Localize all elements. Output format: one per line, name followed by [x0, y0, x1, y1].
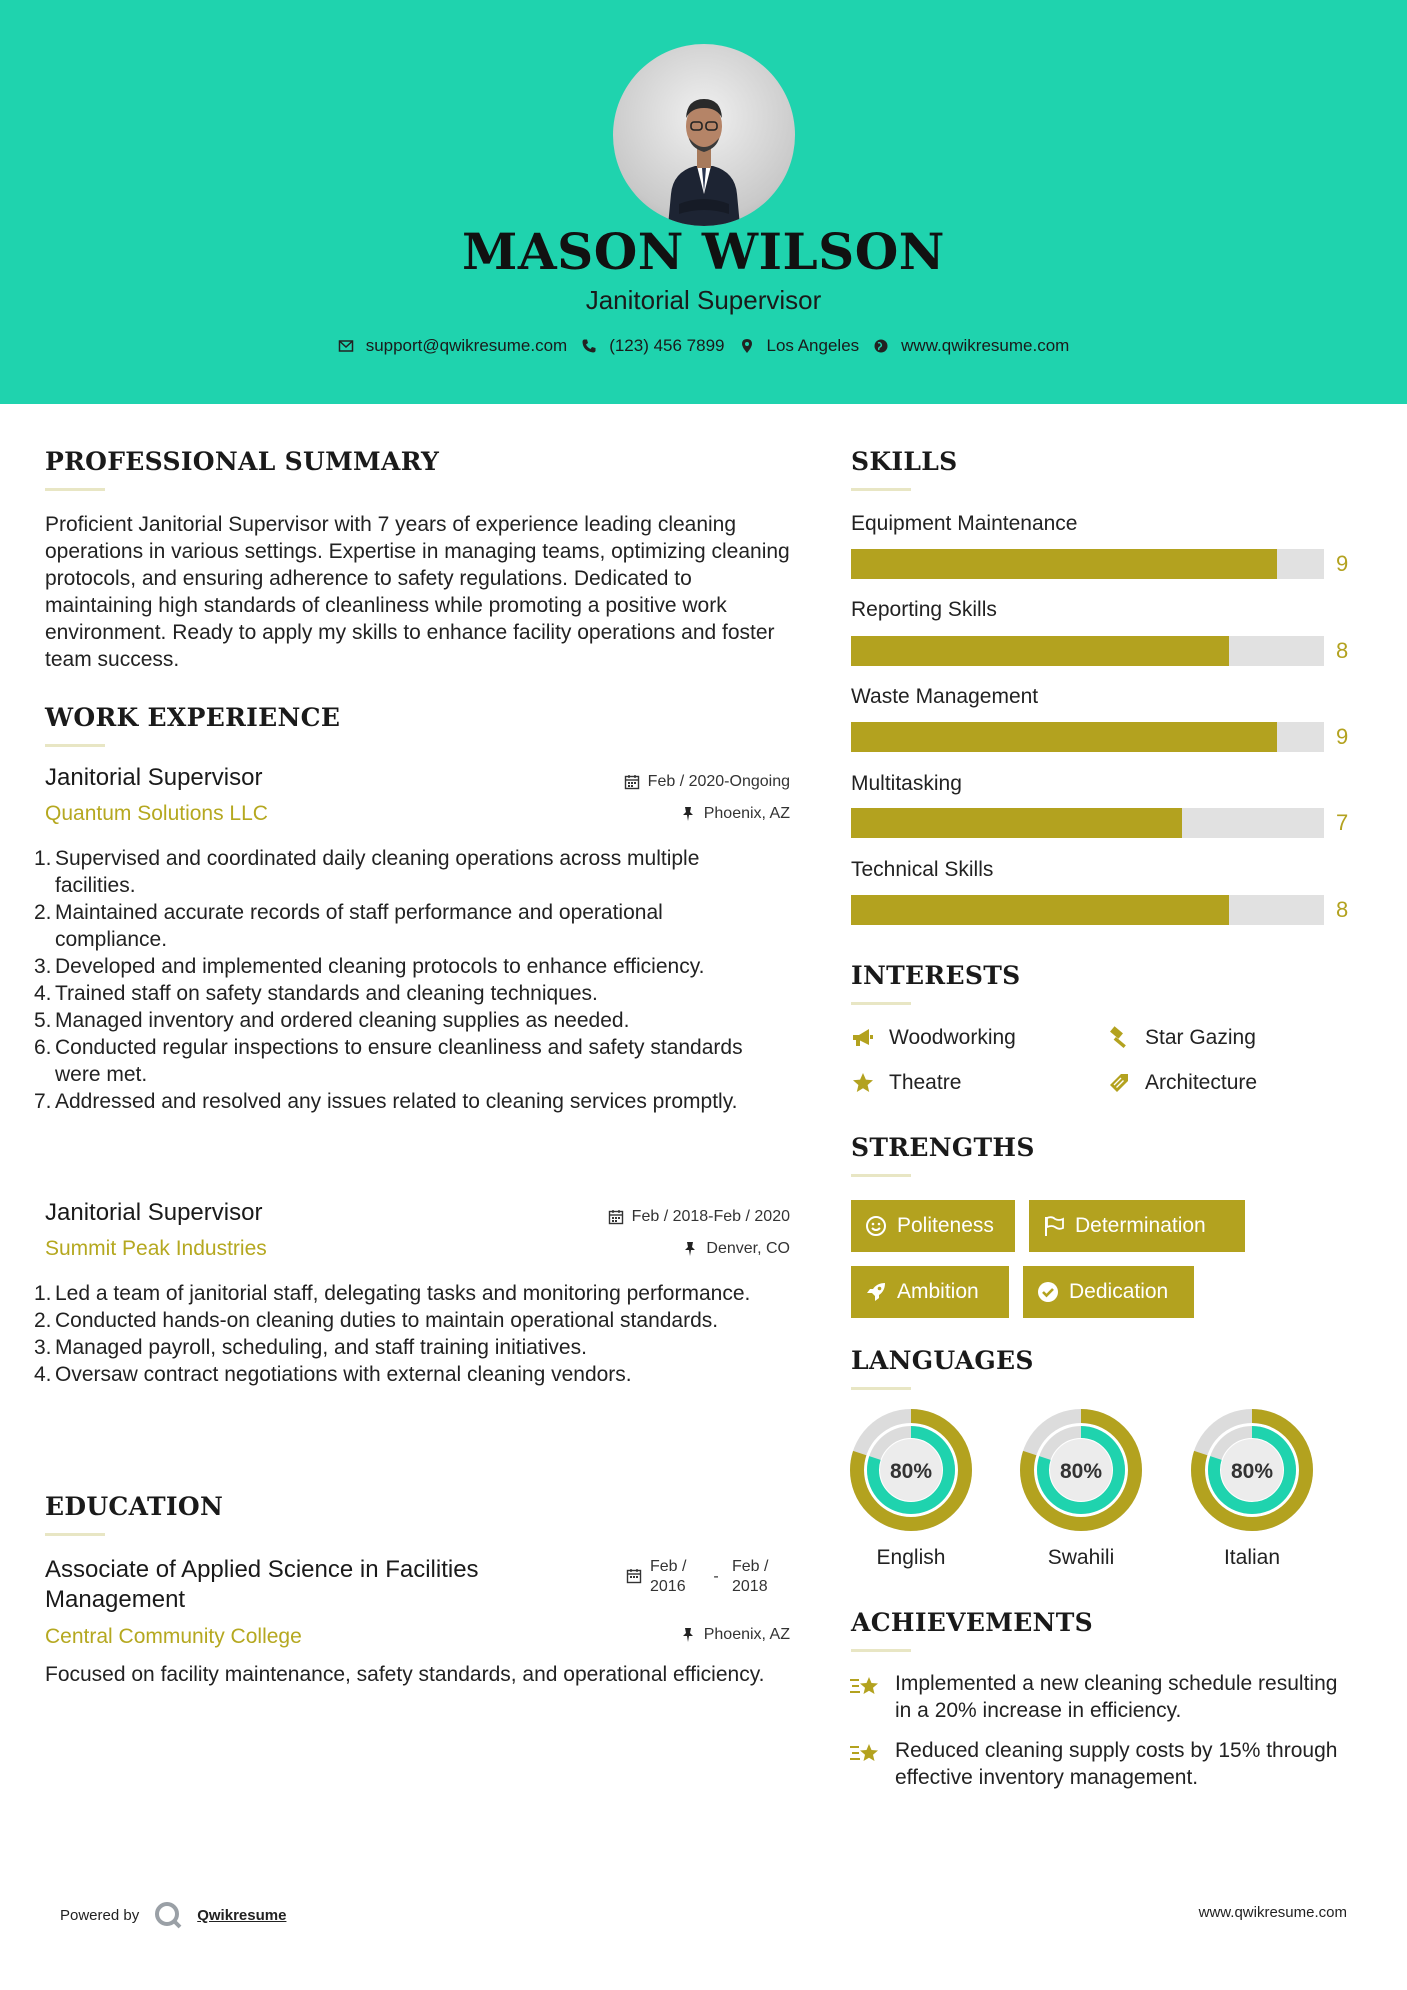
strength-dedication — [1023, 1266, 1194, 1318]
list-item: 6. Conducted regular inspections to ensure cleanliness and safety standards were met. — [34, 1036, 743, 1086]
list-item: 1. Led a team of janitorial staff, delegating tasks and monitoring performance. — [34, 1282, 751, 1305]
bullet-text: Trained staff on safety standards and cleaning techniques. — [55, 982, 598, 1005]
contact-email[interactable] — [338, 336, 568, 356]
shooting-star-icon — [849, 1672, 883, 1702]
phone-icon — [581, 338, 597, 354]
achievement-item — [849, 1737, 1349, 1791]
bullhorn-icon — [851, 1026, 875, 1050]
list-item: 7. Addressed and resolved any issues related to cleaning services promptly. — [34, 1090, 738, 1113]
bullet-text: Led a team of janitorial staff, delegating tasks and monitoring performance. — [55, 1282, 751, 1305]
skill-bar-0 — [851, 549, 1324, 579]
education-start: Feb / 2016 — [650, 1558, 687, 1595]
job-2-location-text: Denver, CO — [706, 1240, 790, 1257]
bullet-text: Conducted hands-on cleaning duties to maintain operational standards. — [55, 1309, 719, 1332]
skill-label-4: Technical Skills — [851, 858, 994, 881]
education-end: Feb / 2018 — [732, 1558, 769, 1595]
qwikresume-logo-icon — [153, 1900, 183, 1930]
contact-location — [739, 336, 860, 356]
rocket-icon — [865, 1281, 887, 1303]
contact-website[interactable] — [873, 336, 1069, 356]
skill-fill-3 — [851, 808, 1182, 838]
list-item: 3. Developed and implemented cleaning protocols to enhance efficiency. — [34, 955, 705, 978]
phone-text: (123) 456 7899 — [609, 336, 725, 355]
pin-icon — [682, 1241, 698, 1257]
skill-label-1: Reporting Skills — [851, 598, 997, 621]
skills-heading: SKILLS — [851, 447, 958, 476]
language-english — [849, 1408, 973, 1570]
skill-value-3: 7 — [1336, 810, 1349, 835]
strength-label: Ambition — [897, 1280, 979, 1303]
job-1-location — [680, 805, 790, 823]
bullet-text: Maintained accurate records of staff performance and operational compliance. — [55, 901, 663, 951]
job-2-dates-text: Feb / 2018-Feb / 2020 — [631, 1208, 790, 1225]
job-2-bullets — [36, 1280, 776, 1388]
education-dates — [626, 1557, 782, 1597]
pin-icon — [680, 806, 696, 822]
language-ring — [1190, 1408, 1314, 1532]
job-2-dates — [608, 1208, 790, 1226]
language-italian — [1190, 1408, 1314, 1570]
job-1-title: Janitorial Supervisor — [45, 764, 263, 791]
check-circle-icon — [1037, 1281, 1059, 1303]
list-item: 3. Managed payroll, scheduling, and staff training initiatives. — [34, 1336, 587, 1359]
skill-label-2: Waste Management — [851, 685, 1039, 708]
skill-value-1: 8 — [1336, 638, 1349, 663]
flag-icon — [1043, 1215, 1065, 1237]
summary-rule — [45, 488, 105, 491]
interests-rule — [851, 1002, 911, 1005]
skill-fill-4 — [851, 895, 1229, 925]
strength-ambition — [851, 1266, 1009, 1318]
interest-woodworking — [851, 1026, 1016, 1050]
language-name: English — [876, 1546, 946, 1569]
interests-heading: INTERESTS — [851, 961, 1021, 990]
contact-phone[interactable] — [581, 336, 724, 356]
language-ring — [1019, 1408, 1143, 1532]
tag-icon — [1107, 1071, 1131, 1095]
list-item: 5. Managed inventory and ordered cleaning supplies as needed. — [34, 1009, 630, 1032]
education-heading: EDUCATION — [45, 1492, 224, 1521]
footer-website-link[interactable]: www.qwikresume.com — [1198, 1904, 1347, 1921]
smile-icon — [865, 1215, 887, 1237]
calendar-icon — [608, 1209, 624, 1225]
education-description: Focused on facility maintenance, safety standards, and operational efficiency. — [45, 1663, 765, 1686]
summary-heading: PROFESSIONAL SUMMARY — [45, 447, 440, 476]
language-name: Swahili — [1047, 1546, 1115, 1569]
interest-label: Star Gazing — [1145, 1026, 1256, 1049]
bullet-text: Conducted regular inspections to ensure cleanliness and safety standards were met. — [55, 1036, 743, 1086]
skill-label-3: Multitasking — [851, 772, 962, 795]
interest-architecture — [1107, 1071, 1257, 1095]
strengths-rule — [851, 1174, 911, 1177]
location-text: Los Angeles — [766, 336, 860, 355]
language-swahili — [1019, 1408, 1143, 1570]
header-banner — [0, 0, 1407, 404]
language-percent: 80% — [1059, 1460, 1103, 1483]
contact-bar — [0, 336, 1407, 356]
globe-icon — [873, 338, 889, 354]
skill-label-0: Equipment Maintenance — [851, 512, 1078, 535]
languages-heading: LANGUAGES — [851, 1346, 1034, 1375]
bullet-text: Supervised and coordinated daily cleaning operations across multiple facilities. — [55, 847, 700, 897]
strength-label: Determination — [1075, 1214, 1206, 1237]
candidate-role: Janitorial Supervisor — [585, 285, 822, 315]
skill-bar-1 — [851, 636, 1324, 666]
list-item: 4. Trained staff on safety standards and cleaning techniques. — [34, 982, 598, 1005]
list-item: 1. Supervised and coordinated daily cleaning operations across multiple facilities. — [34, 847, 700, 897]
gavel-icon — [1107, 1026, 1131, 1050]
list-item: 4. Oversaw contract negotiations with external cleaning vendors. — [34, 1363, 632, 1386]
person-figure — [613, 44, 795, 226]
envelope-icon — [338, 338, 354, 354]
education-location-text: Phoenix, AZ — [703, 1626, 790, 1643]
interest-label: Theatre — [889, 1071, 962, 1094]
date-separator: - — [713, 1568, 719, 1585]
website-text: www.qwikresume.com — [901, 336, 1070, 355]
bullet-text: Managed payroll, scheduling, and staff training initiatives. — [55, 1336, 587, 1359]
job-2-title: Janitorial Supervisor — [45, 1199, 263, 1226]
job-1-bullets — [36, 845, 776, 1115]
bullet-text: Addressed and resolved any issues related to cleaning services promptly. — [55, 1090, 738, 1113]
skill-fill-2 — [851, 722, 1277, 752]
language-percent: 80% — [1230, 1460, 1274, 1483]
strength-label: Dedication — [1069, 1280, 1169, 1303]
achievements-heading: ACHIEVEMENTS — [851, 1608, 1093, 1637]
strength-determination — [1029, 1200, 1245, 1252]
strengths-heading: STRENGTHS — [851, 1133, 1035, 1162]
education-location — [680, 1626, 790, 1644]
skill-bar-4 — [851, 895, 1324, 925]
email-text: support@qwikresume.com — [365, 336, 568, 355]
skill-fill-0 — [851, 549, 1277, 579]
language-ring — [849, 1408, 973, 1532]
skills-rule — [851, 488, 911, 491]
bullet-text: Developed and implemented cleaning protocols to enhance efficiency. — [55, 955, 705, 978]
interest-theatre — [851, 1071, 961, 1095]
languages-rule — [851, 1387, 911, 1390]
interest-label: Architecture — [1145, 1071, 1258, 1094]
candidate-name: MASON WILSON — [462, 222, 945, 281]
skill-value-2: 9 — [1336, 724, 1349, 749]
achievements-rule — [851, 1649, 911, 1652]
education-degree: Associate of Applied Science in Facilities Management — [45, 1556, 479, 1613]
education-school: Central Community College — [45, 1625, 302, 1648]
interest-label: Woodworking — [889, 1026, 1016, 1049]
map-marker-icon — [739, 338, 755, 354]
language-percent: 80% — [889, 1460, 933, 1483]
calendar-icon — [626, 1568, 642, 1584]
achievement-text: Implemented a new cleaning schedule resulting in a 20% increase in efficiency. — [895, 1672, 1338, 1722]
job-1-location-text: Phoenix, AZ — [703, 805, 790, 822]
interest-star-gazing — [1107, 1026, 1256, 1050]
summary-text: Proficient Janitorial Supervisor with 7 years of experience leading cleaning operations in various settings. Expertise in managing teams, optimizing cleaning protocols, and ensuring adherence to safety regulations. Dedicated to maintaining high standards of cleanliness while promoting a positive work environment. Ready to apply my skills to enhance facility operations and foster team success. — [45, 513, 790, 671]
education-rule — [45, 1533, 105, 1536]
profile-photo — [613, 44, 795, 226]
brand-link[interactable]: Qwikresume — [197, 1906, 287, 1924]
strength-politeness — [851, 1200, 1015, 1252]
language-name: Italian — [1223, 1546, 1281, 1569]
achievement-text: Reduced cleaning supply costs by 15% through effective inventory management. — [895, 1739, 1338, 1789]
skill-fill-1 — [851, 636, 1229, 666]
list-item: 2. Maintained accurate records of staff performance and operational compliance. — [34, 901, 663, 951]
skill-value-4: 8 — [1336, 897, 1349, 922]
calendar-icon — [624, 774, 640, 790]
skill-bar-3 — [851, 808, 1324, 838]
bullet-text: Managed inventory and ordered cleaning supplies as needed. — [55, 1009, 630, 1032]
star-icon — [851, 1071, 875, 1095]
experience-heading: WORK EXPERIENCE — [45, 703, 341, 732]
shooting-star-icon — [849, 1739, 883, 1769]
job-1-dates-text: Feb / 2020-Ongoing — [647, 773, 790, 790]
powered-by-text: Powered by — [60, 1906, 140, 1924]
strength-label: Politeness — [897, 1214, 994, 1237]
footer-powered-by — [60, 1900, 286, 1930]
skill-bar-2 — [851, 722, 1324, 752]
job-2-location — [682, 1240, 790, 1258]
experience-rule — [45, 744, 105, 747]
pin-icon — [680, 1627, 696, 1643]
achievement-item — [849, 1670, 1349, 1724]
job-1-dates — [624, 773, 790, 791]
bullet-text: Oversaw contract negotiations with external cleaning vendors. — [55, 1363, 632, 1386]
job-2-company: Summit Peak Industries — [45, 1237, 267, 1260]
job-1-company: Quantum Solutions LLC — [45, 802, 268, 825]
list-item: 2. Conducted hands-on cleaning duties to maintain operational standards. — [34, 1309, 719, 1332]
skill-value-0: 9 — [1336, 551, 1349, 576]
